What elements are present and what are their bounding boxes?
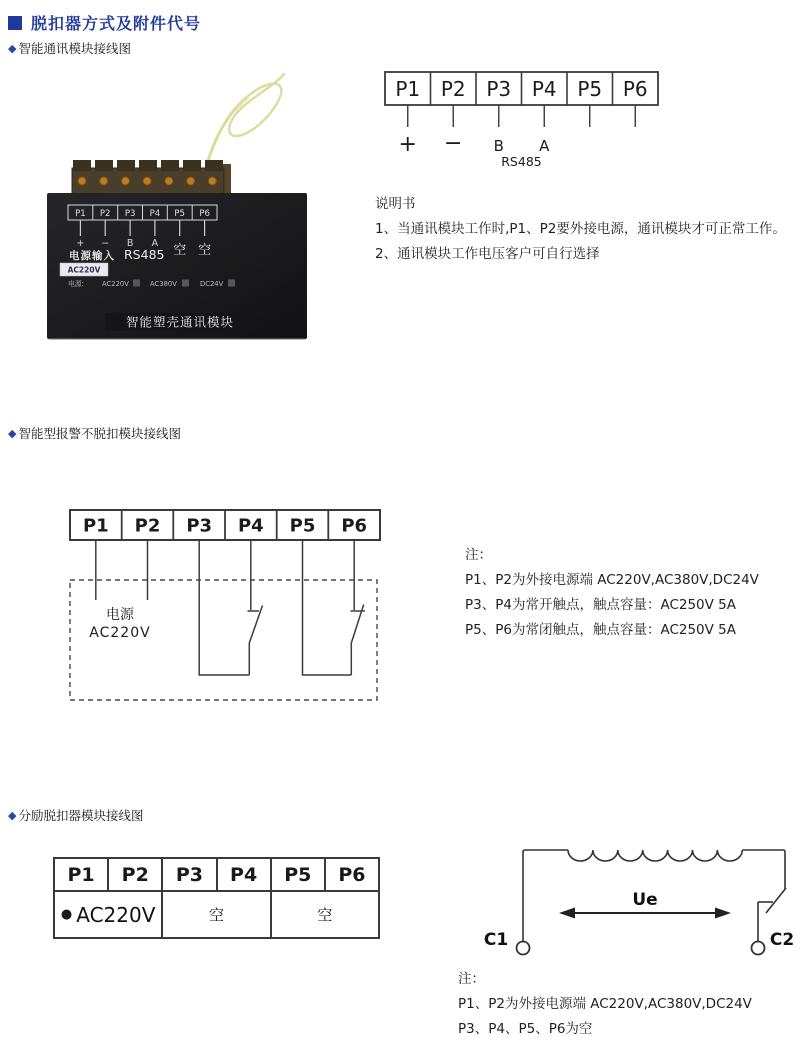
section3-terminal-table [53, 857, 380, 939]
diamond-icon: ◆ [8, 41, 17, 55]
p5-lead [303, 540, 352, 675]
section3-notes [458, 967, 752, 1042]
terminal-label: P6 [341, 515, 368, 537]
terminal-label: P5 [577, 77, 603, 101]
coil-winding [568, 850, 742, 861]
photo-terminal: P1 [75, 209, 86, 219]
pin-symbol: − [101, 238, 110, 249]
power-row-label: 电源: [68, 280, 84, 288]
note-item: P5、P6为常闭触点，触点容量：AC250V 5A [465, 622, 737, 638]
section3-heading-text: 分励脱扣器模块接线图 [18, 808, 144, 823]
note-item: P3、P4为常开触点，触点容量：AC250V 5A [465, 597, 737, 613]
section2-heading-text: 智能型报警不脱扣模块接线图 [18, 426, 181, 441]
section3-heading [8, 806, 143, 824]
manual-text-block [375, 192, 786, 267]
terminal-label: P2 [134, 515, 161, 537]
terminal-label: P4 [237, 515, 264, 537]
pin-b-label: B [493, 137, 504, 155]
table-header-row [55, 859, 378, 892]
section2-heading [8, 424, 181, 442]
pin-symbol: B [126, 238, 134, 249]
terminal-label: P6 [622, 77, 648, 101]
manual-item: 2、通讯模块工作电压客户可自行选择 [375, 246, 600, 262]
note-item: P3、P4、P5、P6为空 [458, 1021, 593, 1037]
p3-lead [199, 540, 249, 675]
power-option: DC24V [200, 280, 224, 288]
wiring-lines [96, 540, 365, 675]
c2-top-lead [742, 850, 785, 889]
power-value: AC220V [76, 902, 156, 927]
power-option: AC380V [150, 280, 177, 288]
terminal-cell: P2 [109, 859, 163, 890]
section2-notes [465, 543, 759, 643]
power-cell [55, 892, 163, 937]
arrow-left-head [559, 908, 575, 919]
empty-symbol: 空 [173, 243, 187, 258]
notes-title: 注： [458, 971, 485, 987]
power-label-line1: 电源 [106, 607, 134, 623]
manual-title: 说明书 [375, 196, 416, 212]
photo-terminal-block [68, 158, 233, 196]
pin-symbol: + [76, 238, 85, 249]
c1-terminal-circle [517, 942, 530, 955]
terminal-label: P1 [82, 515, 109, 537]
photo-terminal: P5 [174, 209, 185, 219]
terminal-label: P4 [531, 77, 557, 101]
section1-wiring-diagram [375, 65, 675, 173]
photo-terminal: P4 [149, 209, 161, 219]
manual-item: 1、当通讯模块工作时,P1、P2要外接电源，通讯模块才可正常工作。 [375, 221, 786, 237]
terminal-cell: P3 [163, 859, 217, 890]
c2-terminal-circle [752, 942, 765, 955]
terminal-label: P1 [395, 77, 421, 101]
section1-heading-text: 智能通讯模块接线图 [18, 41, 131, 56]
no-contact-blade [249, 606, 262, 676]
note-item: P1、P2为外接电源端 AC220V,AC380V,DC24V [465, 572, 759, 588]
dot-icon: ● [60, 907, 73, 922]
minus-symbol: − [444, 131, 463, 156]
terminal-label: P5 [289, 515, 316, 537]
c2-label: C2 [769, 930, 795, 950]
voltage-sticker-text: AC220V [67, 265, 101, 275]
terminal-label: P2 [440, 77, 466, 101]
power-input-label: 电源输入 [69, 250, 115, 262]
page-title-bar [8, 11, 201, 34]
wire-path [205, 74, 284, 170]
arrow-right-head [715, 908, 731, 919]
empty-cell: 空 [317, 906, 333, 924]
terminal-cell: P6 [338, 863, 366, 886]
plus-symbol: + [398, 132, 417, 157]
pin-symbol: A [151, 238, 159, 249]
empty-cell: 空 [163, 892, 271, 937]
power-option: AC220V [102, 280, 129, 288]
c1-label: C1 [483, 930, 509, 950]
terminal-cell: P5 [272, 859, 326, 890]
terminal-label: P3 [486, 77, 512, 101]
ue-label: Ue [632, 890, 658, 910]
notes-title: 注： [465, 547, 492, 563]
diamond-icon: ◆ [8, 426, 17, 440]
c1-lead [523, 850, 568, 942]
empty-symbol: 空 [198, 243, 212, 258]
switch-blade [766, 888, 786, 913]
photo-terminal: P6 [199, 209, 210, 219]
photo-terminal: P3 [124, 209, 136, 219]
comm-module-photo [47, 193, 307, 341]
title-square-icon [8, 16, 22, 30]
terminal-leads [408, 105, 636, 127]
section1-heading [8, 39, 131, 57]
terminal-cell: P1 [55, 859, 109, 890]
photo-terminal: P2 [99, 209, 111, 219]
nc-contact-blade [351, 605, 363, 676]
table-value-row [55, 892, 378, 937]
terminal-cell: P4 [218, 859, 272, 890]
power-label-line2: AC220V [89, 625, 151, 641]
diamond-icon: ◆ [8, 808, 17, 822]
note-item: P1、P2为外接电源端 AC220V,AC380V,DC24V [458, 996, 752, 1012]
rs485-label: RS485 [124, 247, 165, 262]
section2-wiring-diagram [60, 500, 480, 710]
shunt-coil-diagram [455, 835, 800, 960]
block-fins [73, 160, 223, 171]
terminal-label: P3 [186, 515, 213, 537]
pin-a-label: A [539, 137, 550, 155]
page-title: 脱扣器方式及附件代号 [31, 14, 202, 33]
module-name: 智能塑壳通讯模块 [125, 314, 235, 330]
rs485-bus-label: RS485 [501, 154, 542, 169]
